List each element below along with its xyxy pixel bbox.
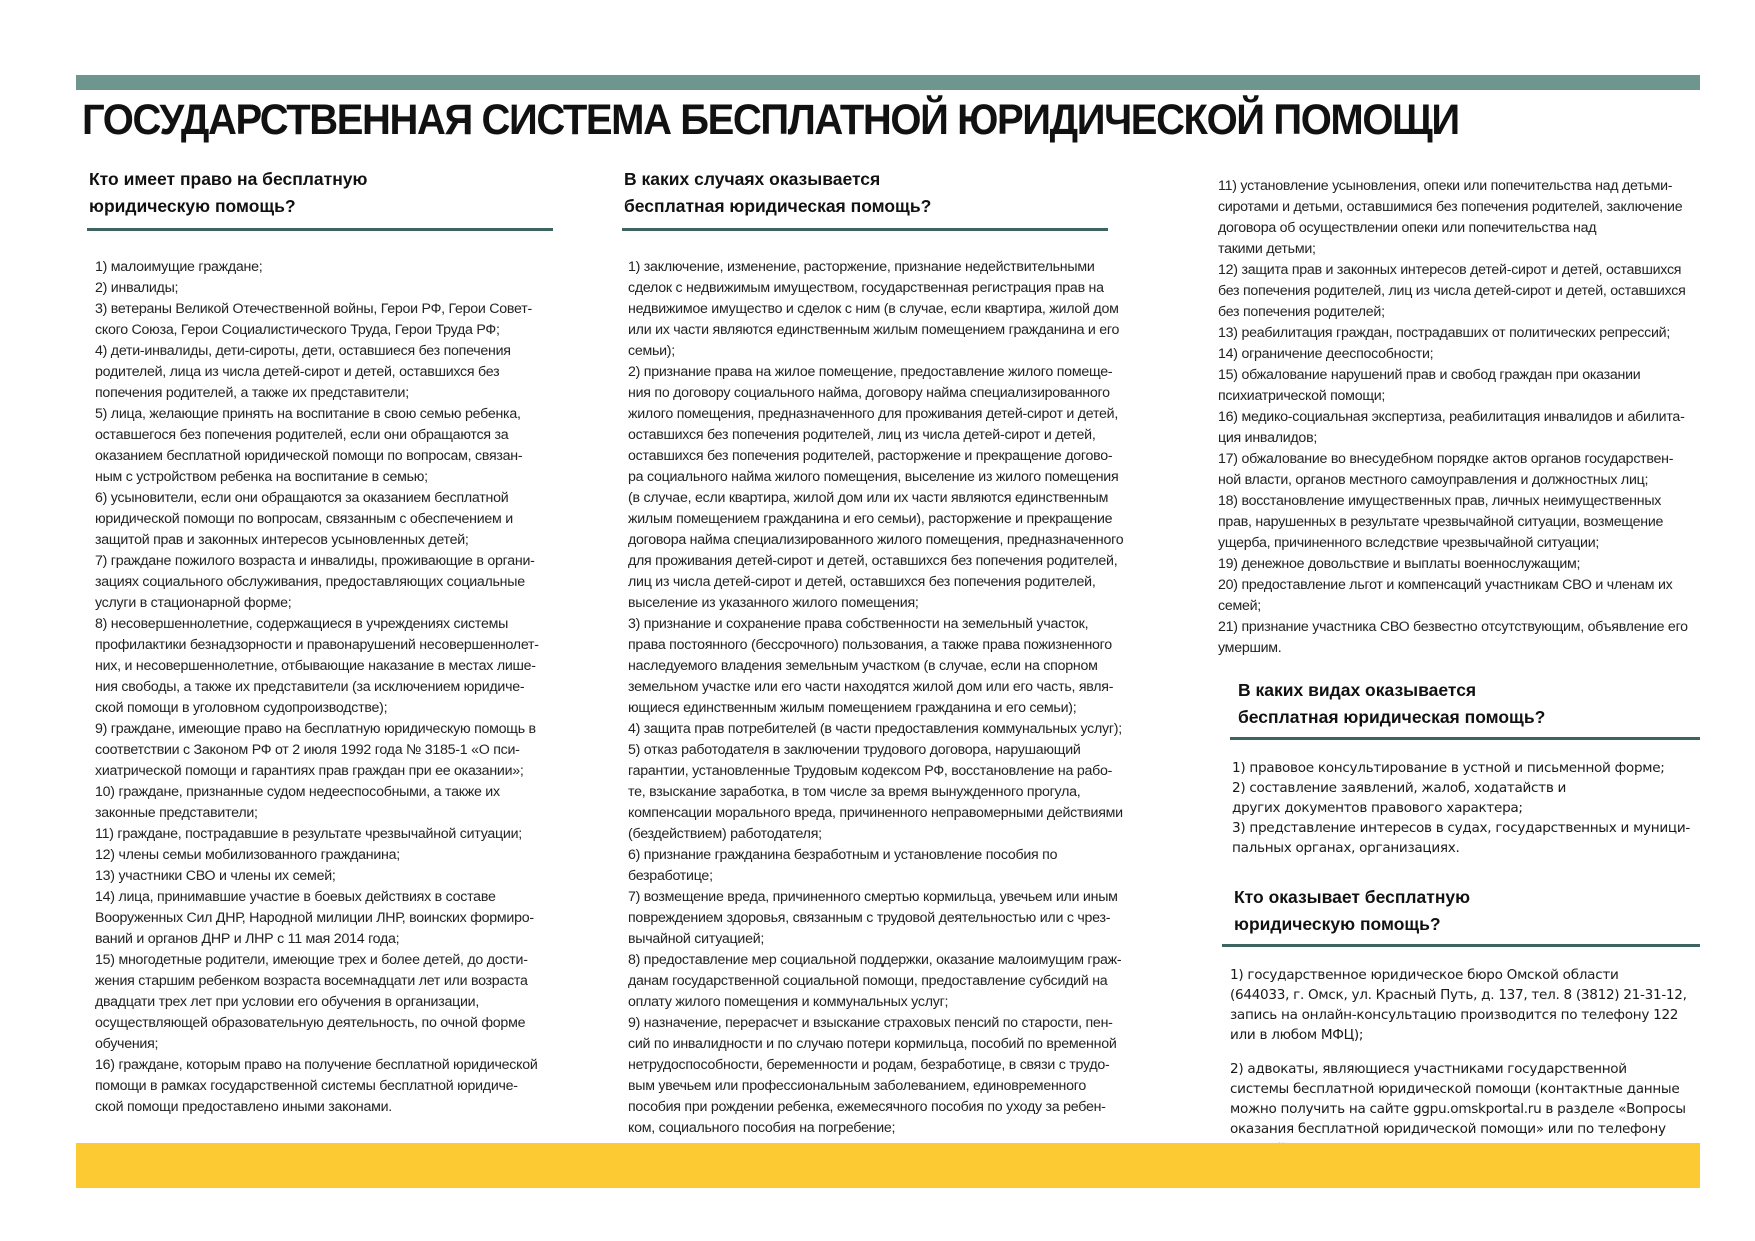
text-line: (в случае, если квартира, жилой дом или их части являются единственным [628,490,1109,506]
heading-line: Кто оказывает бесплатную [1234,887,1471,907]
text-line: услуги в стационарной форме; [95,595,292,611]
text-line: 2) составление заявлений, жалоб, ходатайств и [1232,780,1567,796]
text-line: других документов правового характера; [1232,800,1523,816]
text-line: помощи в рамках государственной системы бесплатной юридиче- [95,1078,518,1094]
section-kinds [1218,677,1700,858]
text-line: 6) признание гражданина безработным и установление пособия по [628,847,1058,863]
cases-list-continued [1218,176,1700,659]
text-line: оставшихся без попечения родителей, лиц из числа детей-сирот и детей, [628,427,1096,443]
text-line: 15) обжалование нарушений прав и свобод граждан при оказании [1218,367,1641,383]
text-line: ком, социального пособия на погребение; [628,1120,896,1136]
text-line: семьи); [628,343,675,359]
text-line: 10) граждане, признанные судом недееспособными, а также их [95,784,500,800]
text-line: семей; [1218,598,1261,614]
section-heading-cases [622,166,1108,220]
text-line: сделок с недвижимым имуществом, государственная регистрация прав на [628,280,1104,296]
section-divider [1230,737,1700,740]
text-line: Вооруженных Сил ДНР, Народной милиции ЛНР, воинских формиро- [95,910,534,926]
text-line: 3) представление интересов в судах, государственных и муници- [1232,820,1690,836]
text-line: системы бесплатной юридической помощи (контактные данные [1230,1081,1680,1097]
text-line: психиатрической помощи; [1218,388,1386,404]
page-title: ГОСУДАРСТВЕННАЯ СИСТЕМА БЕСПЛАТНОЙ ЮРИДИЧЕСКОЙ ПОМОЩИ [82,96,1459,144]
text-line: соответствии с Законом РФ от 2 июля 1992 года № 3185-1 «О пси- [95,742,520,758]
text-line: 12) защита прав и законных интересов детей-сирот и детей, оставшихся [1218,262,1682,278]
text-line: земельном участке или его части находятся жилой дом или его часть, явля- [628,679,1114,695]
text-line: 1) заключение, изменение, расторжение, признание недействительными [628,259,1095,275]
text-line: без попечения родителей, лиц из числа детей-сирот и детей, оставшихся [1218,283,1686,299]
text-line: гарантии, установленные Трудовым кодексом РФ, восстановление на рабо- [628,763,1113,779]
text-line: 13) участники СВО и члены их семей; [95,868,336,884]
text-line: родителей, лица из числа детей-сирот и детей, оставшихся без [95,364,500,380]
text-line: оплату жилого помещения и коммунальных услуг; [628,994,949,1010]
text-line: вым увечьем или профессиональным заболеванием, единовременного [628,1078,1087,1094]
text-line: 2) адвокаты, являющиеся участниками государственной [1230,1061,1627,1077]
text-line: умершим. [1218,640,1282,656]
heading-line: бесплатная юридическая помощь? [624,196,932,216]
text-line: нетрудоспособности, беременности и родам, безработице, в связи с трудо- [628,1057,1110,1073]
column-cases [622,166,1124,1181]
text-line: запись на онлайн-консультацию производится по телефону 122 [1230,1007,1679,1023]
text-line: для проживания детей-сирот и детей, оставшихся без попечения родителей, [628,553,1118,569]
text-line: безработице; [628,868,713,884]
text-line: защитой прав и законных интересов усыновленных детей; [95,532,469,548]
text-line: 5) лица, желающие принять на воспитание в свою семью ребенка, [95,406,521,422]
text-line: ющиеся единственным жилым помещением гражданина и его семьи); [628,700,1077,716]
heading-line: В каких случаях оказывается [624,169,881,189]
text-line: выселение из указанного жилого помещения; [628,595,919,611]
text-line: попечения родителей, а также их представители; [95,385,409,401]
text-line: можно получить на сайте ggpu.omskportal.ru в разделе «Вопросы [1230,1101,1686,1117]
text-line: 17) обжалование во внесудебном порядке актов органов государствен- [1218,451,1674,467]
heading-line: бесплатная юридическая помощь? [1238,707,1546,727]
text-line: 2) признание права на жилое помещение, предоставление жилого помеще- [628,364,1113,380]
text-line: договора об осуществлении опеки или попечительства над [1218,220,1597,236]
heading-line: Кто имеет право на бесплатную [89,169,368,189]
column-who-is-eligible [87,166,553,1118]
text-line: такими детьми; [1218,241,1316,257]
text-line: 2) инвалиды; [95,280,179,296]
text-line: 3) признание и сохранение права собственности на земельный участок, [628,616,1089,632]
text-line: жилым помещением гражданина и его семьи), расторжение и прекращение [628,511,1113,527]
provider-state-bureau [1218,965,1700,1045]
text-line: ния по договору социального найма, договору найма специализированного [628,385,1110,401]
text-line: зациях социального обслуживания, предоставляющих социальные [95,574,525,590]
text-line: ным с устройством ребенка на воспитание в семью; [95,469,428,485]
text-line: пальных органах, организациях. [1232,840,1460,856]
text-line: оказанием бесплатной юридической помощи по вопросам, связан- [95,448,523,464]
text-line: без попечения родителей; [1218,304,1385,320]
text-line: 9) назначение, перерасчет и взыскание страховых пенсий по старости, пен- [628,1015,1113,1031]
text-line: 5) отказ работодателя в заключении трудового договора, нарушающий [628,742,1081,758]
text-line: законные представители; [95,805,258,821]
section-divider [1222,944,1700,947]
text-line: договора найма специализированного жилого помещения, предназначенного [628,532,1124,548]
text-line: ной власти, органов местного самоуправления и должностных лиц; [1218,472,1649,488]
text-line: 9) граждане, имеющие право на бесплатную юридическую помощь в [95,721,536,737]
text-line: 21) признание участника СВО безвестно отсутствующим, объявление его [1218,619,1688,635]
text-line: обучения; [95,1036,159,1052]
eligible-list [87,257,547,1118]
text-line: 11) установление усыновления, опеки или попечительства над детьми- [1218,178,1673,194]
text-line: пособия при рождении ребенка, ежемесячного пособия по уходу за ребен- [628,1099,1106,1115]
text-line: 14) лица, принимавшие участие в боевых действиях в составе [95,889,496,905]
section-heading-providers [1218,884,1700,938]
section-providers [1218,884,1700,1159]
heading-line: В каких видах оказывается [1238,680,1477,700]
text-line: 6) усыновители, если они обращаются за оказанием бесплатной [95,490,509,506]
text-line: права постоянного (бессрочного) пользования, а также права пожизненного [628,637,1112,653]
text-line: сий по инвалидности и по случаю потери кормильца, пособий по временной [628,1036,1117,1052]
text-line: (бездействием) работодателя; [628,826,822,842]
text-line: жения старшим ребенком возраста восемнадцати лет или возраста [95,973,528,989]
bottom-decorative-bar [76,1143,1700,1188]
text-line: них, и несовершеннолетние, отбывающие наказание в местах лише- [95,658,536,674]
text-line: осуществляющей образовательную деятельность, по очной форме [95,1015,526,1031]
text-line: 8) несовершеннолетние, содержащиеся в учреждениях системы [95,616,509,632]
text-line: 3) ветераны Великой Отечественной войны, Герои РФ, Герои Совет- [95,301,532,317]
text-line: наследуемого владения земельным участком (в случае, если на спорном [628,658,1098,674]
text-line: 1) малоимущие граждане; [95,259,263,275]
text-line: 18) восстановление имущественных прав, личных неимущественных [1218,493,1662,509]
text-line: 14) ограничение дееспособности; [1218,346,1434,362]
text-line: повреждением здоровья, связанным с трудовой деятельностью или с чрез- [628,910,1111,926]
text-line: жилого помещения, предназначенного для проживания детей-сирот и детей, [628,406,1119,422]
text-line: 13) реабилитация граждан, пострадавших от политических репрессий; [1218,325,1671,341]
text-line: ваний и органов ДНР и ЛНР с 11 мая 2014 года; [95,931,400,947]
text-line: недвижимое имущество и сделок с ним (в случае, если квартира, жилой дом [628,301,1119,317]
text-line: юридической помощи по вопросам, связанным с обеспечением и [95,511,513,527]
heading-line: юридическую помощь? [1234,914,1441,934]
text-line: профилактики безнадзорности и правонарушений несовершеннолет- [95,637,539,653]
column-cases-continued [1218,176,1700,1159]
text-line: или в любом МФЦ); [1230,1027,1364,1043]
section-heading-kinds [1218,677,1700,731]
text-line: двадцати трех лет при условии его обучения в организации, [95,994,480,1010]
cases-list [622,257,1132,1181]
text-line: ра социального найма жилого помещения, выселение из жилого помещения [628,469,1119,485]
text-line: 8) предоставление мер социальной поддержки, оказание малоимущим граж- [628,952,1122,968]
text-line: сиротами и детьми, оставшимися без попечения родителей, заключение [1218,199,1683,215]
text-line: или их части являются единственным жилым помещением гражданина и его [628,322,1120,338]
text-line: ущерба, причиненного вследствие чрезвычайной ситуации; [1218,535,1600,551]
text-line: ция инвалидов; [1218,430,1318,446]
text-line: прав, нарушенных в результате чрезвычайной ситуации, возмещение [1218,514,1664,530]
text-line: оказания бесплатной юридической помощи» или по телефону [1230,1121,1666,1137]
text-line: оставшихся без попечения родителей, расторжение и прекращение догово- [628,448,1113,464]
text-line: ской помощи в уголовном судопроизводстве); [95,700,388,716]
text-line: лиц из числа детей-сирот и детей, оставшихся без попечения родителей, [628,574,1096,590]
text-line: оставшегося без попечения родителей, если они обращаются за [95,427,509,443]
text-line: 16) граждане, которым право на получение бесплатной юридической [95,1057,538,1073]
text-line: 16) медико-социальная экспертиза, реабилитация инвалидов и абилита- [1218,409,1685,425]
text-line: 1) правовое консультирование в устной и письменной форме; [1232,760,1665,776]
text-line: 12) члены семьи мобилизованного гражданина; [95,847,400,863]
text-line: ской помощи предоставлено иными законами. [95,1099,392,1115]
text-line: 4) дети-инвалиды, дети-сироты, дети, оставшиеся без попечения [95,343,511,359]
text-line: 19) денежное довольствие и выплаты военнослужащим; [1218,556,1581,572]
section-divider [87,228,553,231]
text-line: данам государственной социальной помощи, предоставление субсидий на [628,973,1108,989]
text-line: 4) защита прав потребителей (в части предоставления коммунальных услуг); [628,721,1122,737]
text-line: компенсации морального вреда, причиненного неправомерными действиями [628,805,1123,821]
text-line: 20) предоставление льгот и компенсаций участникам СВО и членам их [1218,577,1673,593]
text-line: ния свободы, а также их представители (за исключением юридиче- [95,679,525,695]
text-line: (644033, г. Омск, ул. Красный Путь, д. 137, тел. 8 (3812) 21-31-12, [1230,987,1687,1003]
top-decorative-bar [76,75,1700,90]
text-line: те, взыскание заработка, в том числе за время вынужденного прогула, [628,784,1081,800]
text-line: вычайной ситуацией; [628,931,765,947]
text-line: 7) возмещение вреда, причиненного смертью кормильца, увечьем или иным [628,889,1118,905]
kinds-list [1218,758,1700,858]
heading-line: юридическую помощь? [89,196,296,216]
text-line: 15) многодетные родители, имеющие трех и более детей, до дости- [95,952,528,968]
text-line: 11) граждане, пострадавшие в результате чрезвычайной ситуации; [95,826,522,842]
text-line: 7) граждане пожилого возраста и инвалиды, проживающие в органи- [95,553,535,569]
text-line: хиатрической помощи и гарантиях прав граждан при ее оказании»; [95,763,524,779]
text-line: ского Союза, Герои Социалистического Труда, Герои Труда РФ; [95,322,500,338]
section-heading-who-is-eligible [87,166,553,220]
text-line: 1) государственное юридическое бюро Омской области [1230,967,1619,983]
section-divider [622,228,1108,231]
